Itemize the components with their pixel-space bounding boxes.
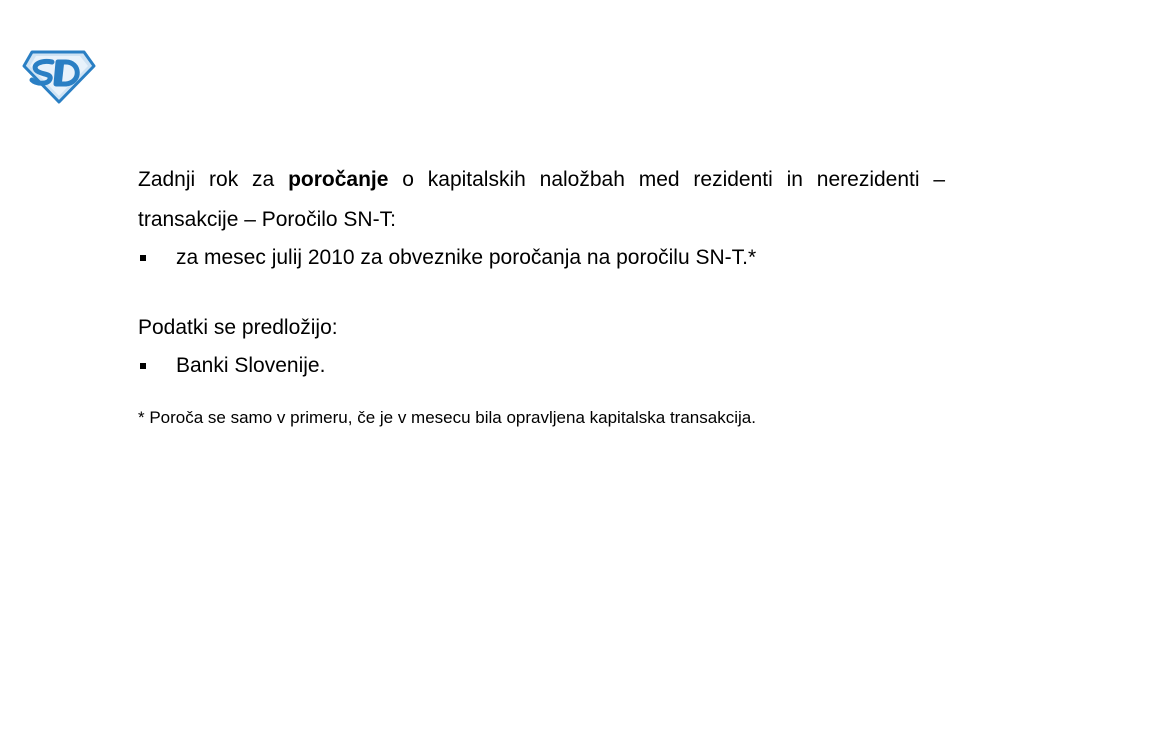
deadline-text-rest: o kapitalskih naložbah med rezidenti in nerezidenti – [388, 168, 946, 191]
deadline-bold-term: poročanje [288, 168, 389, 191]
deadline-text-start: Zadnji rok za [138, 168, 289, 191]
square-bullet-icon [140, 255, 146, 261]
list-item [138, 348, 1021, 384]
submission-list [138, 348, 1021, 384]
deadline-paragraph [138, 160, 1021, 200]
list-item-text: za mesec julij 2010 za obveznike poročanja na poročilu SN-T.* [176, 246, 757, 269]
deadline-paragraph-continuation [138, 200, 1021, 240]
deadline-line-2: transakcije – Poročilo SN-T: [138, 208, 396, 231]
sd-logo-icon [22, 48, 96, 104]
sd-logo [22, 48, 96, 104]
submission-heading: Podatki se predložijo: [138, 316, 338, 339]
document-body [138, 160, 1021, 430]
list-item-text: Banki Slovenije. [176, 354, 326, 377]
footnote: * Poroča se samo v primeru, če je v mesecu bila opravljena kapitalska transakcija. [138, 408, 756, 427]
square-bullet-icon [140, 363, 146, 369]
deadline-list [138, 240, 1021, 276]
list-item [138, 240, 1021, 276]
